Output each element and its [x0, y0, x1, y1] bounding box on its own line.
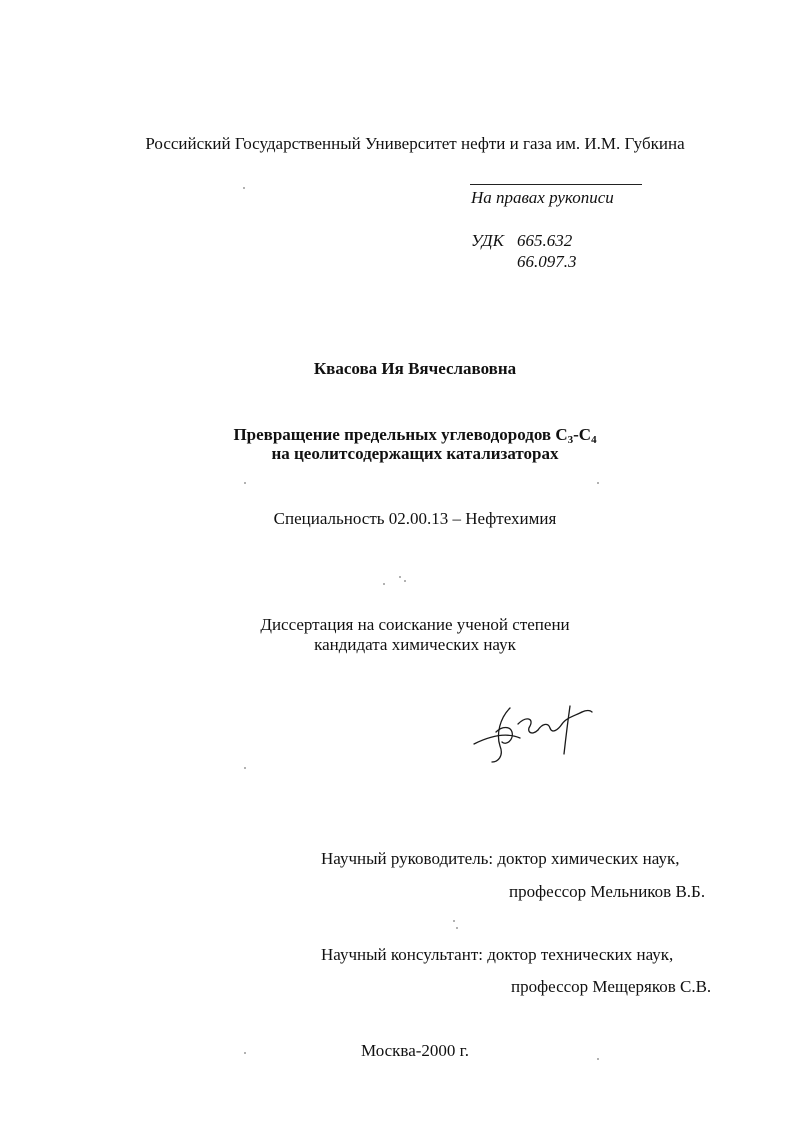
dissertation-title-line-1	[0, 425, 793, 445]
supervisor-line-1: Научный руководитель: доктор химических наук,	[321, 849, 680, 868]
degree-line-1: Диссертация на соискание ученой степени	[260, 615, 570, 634]
scan-speck	[399, 576, 401, 578]
scan-speck	[383, 583, 385, 585]
title-subscript-a: 3	[567, 434, 574, 446]
scan-speck	[597, 482, 599, 484]
udk-label: УДК	[471, 231, 504, 250]
title-subscript-b: 4	[591, 434, 597, 446]
city-year: Москва-2000 г.	[361, 1041, 469, 1060]
udk-code-primary: 665.632	[517, 231, 573, 250]
scan-speck	[453, 920, 455, 922]
consultant-line-2: профессор Мещеряков С.В.	[511, 977, 712, 996]
scan-speck	[243, 187, 245, 189]
handwritten-signature	[470, 696, 600, 768]
manuscript-rights-note: На правах рукописи	[471, 188, 614, 207]
scan-speck	[597, 1058, 599, 1060]
specialty: Специальность 02.00.13 – Нефтехимия	[273, 509, 557, 528]
title-dash: -C	[573, 425, 592, 444]
scan-speck	[456, 927, 458, 929]
title-text: Превращение предельных углеводородов C	[233, 425, 568, 444]
scan-speck	[244, 767, 246, 769]
supervisor-line-2: профессор Мельников В.Б.	[509, 882, 706, 901]
scan-speck	[244, 1052, 246, 1054]
scan-speck	[244, 482, 246, 484]
udk-code-secondary: 66.097.3	[517, 252, 577, 271]
university-name: Российский Государственный Университет нефти и газа им. И.М. Губкина	[145, 134, 685, 153]
degree-line-2: кандидата химических наук	[314, 635, 516, 654]
author-name: Квасова Ия Вячеславовна	[313, 359, 517, 378]
consultant-line-1: Научный консультант: доктор технических наук,	[321, 945, 674, 964]
scan-speck	[404, 580, 406, 582]
dissertation-title-line-2: на цеолитсодержащих катализаторах	[271, 444, 559, 463]
signature-rule	[470, 184, 642, 185]
